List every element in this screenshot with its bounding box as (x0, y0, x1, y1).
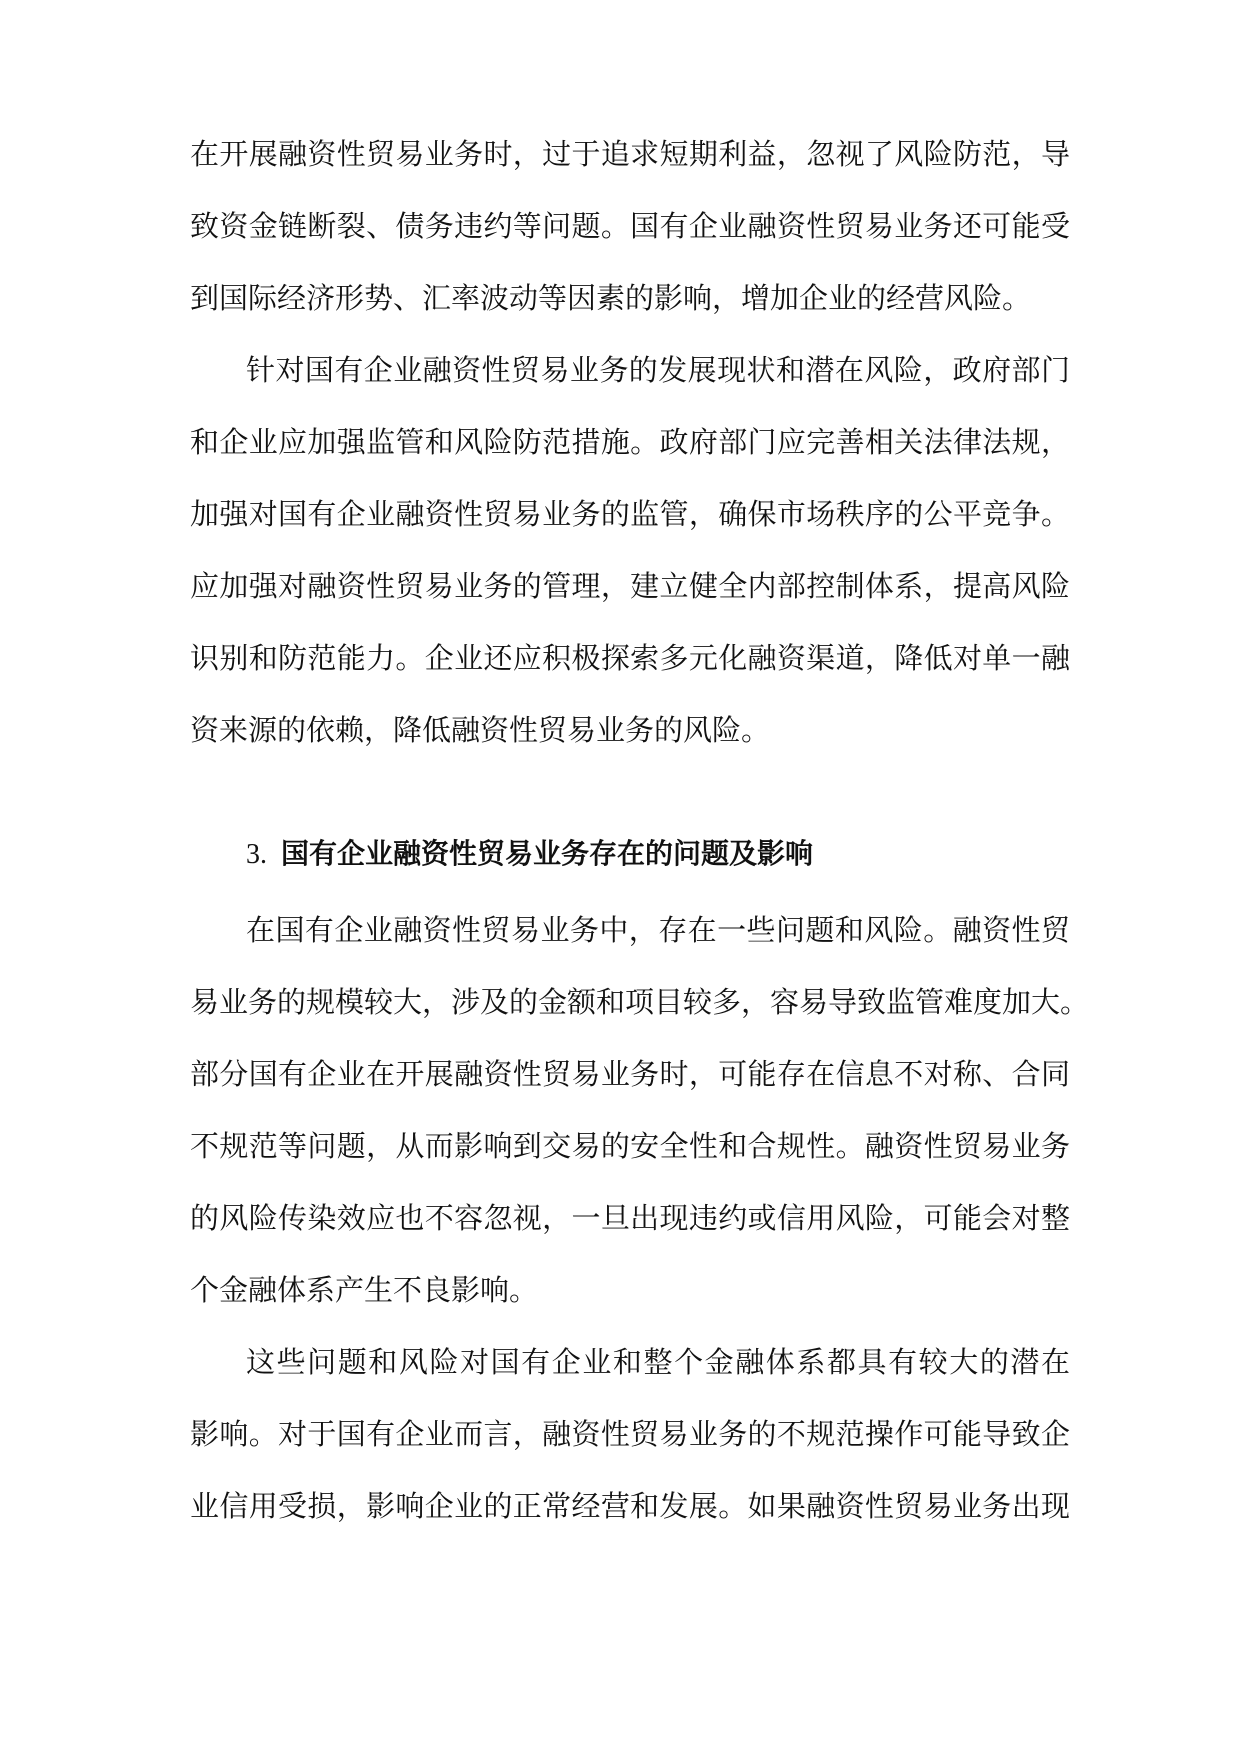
paragraph-line: 个金融体系产生不良影响。 (190, 1273, 539, 1307)
paragraph-line: 业信用受损，影响企业的正常经营和发展。如果融资性贸易业务出现 (190, 1489, 1070, 1523)
paragraph-line: 针对国有企业融资性贸易业务的发展现状和潜在风险，政府部门 (246, 353, 1070, 387)
paragraph-line: 易业务的规模较大，涉及的金额和项目较多，容易导致监管难度加大。 (190, 985, 1090, 1019)
paragraph-line: 部分国有企业在开展融资性贸易业务时，可能存在信息不对称、合同 (190, 1057, 1070, 1091)
section-number: 3. (246, 839, 267, 870)
paragraph-line: 和企业应加强监管和风险防范措施。政府部门应完善相关法律法规， (190, 425, 1070, 459)
paragraph-line: 资来源的依赖，降低融资性贸易业务的风险。 (190, 713, 771, 747)
section-heading (246, 834, 813, 874)
paragraph-line: 在开展融资性贸易业务时，过于追求短期利益，忽视了风险防范，导 (190, 137, 1070, 171)
paragraph-line: 应加强对融资性贸易业务的管理，建立健全内部控制体系，提高风险 (190, 569, 1070, 603)
section-title: 国有企业融资性贸易业务存在的问题及影响 (281, 837, 814, 870)
paragraph-line: 影响。对于国有企业而言，融资性贸易业务的不规范操作可能导致企 (190, 1417, 1070, 1451)
paragraph-line: 到国际经济形势、汇率波动等因素的影响，增加企业的经营风险。 (190, 281, 1032, 315)
paragraph-line: 的风险传染效应也不容忽视，一旦出现违约或信用风险，可能会对整 (190, 1201, 1070, 1235)
paragraph-line: 加强对国有企业融资性贸易业务的监管，确保市场秩序的公平竞争。 (190, 497, 1070, 531)
paragraph-line: 致资金链断裂、债务违约等问题。国有企业融资性贸易业务还可能受 (190, 209, 1070, 243)
paragraph-line: 这些问题和风险对国有企业和整个金融体系都具有较大的潜在 (246, 1345, 1070, 1379)
paragraph-line: 在国有企业融资性贸易业务中，存在一些问题和风险。融资性贸 (246, 913, 1070, 947)
paragraph-line: 不规范等问题，从而影响到交易的安全性和合规性。融资性贸易业务 (190, 1129, 1070, 1163)
paragraph-line: 识别和防范能力。企业还应积极探索多元化融资渠道，降低对单一融 (190, 641, 1070, 675)
